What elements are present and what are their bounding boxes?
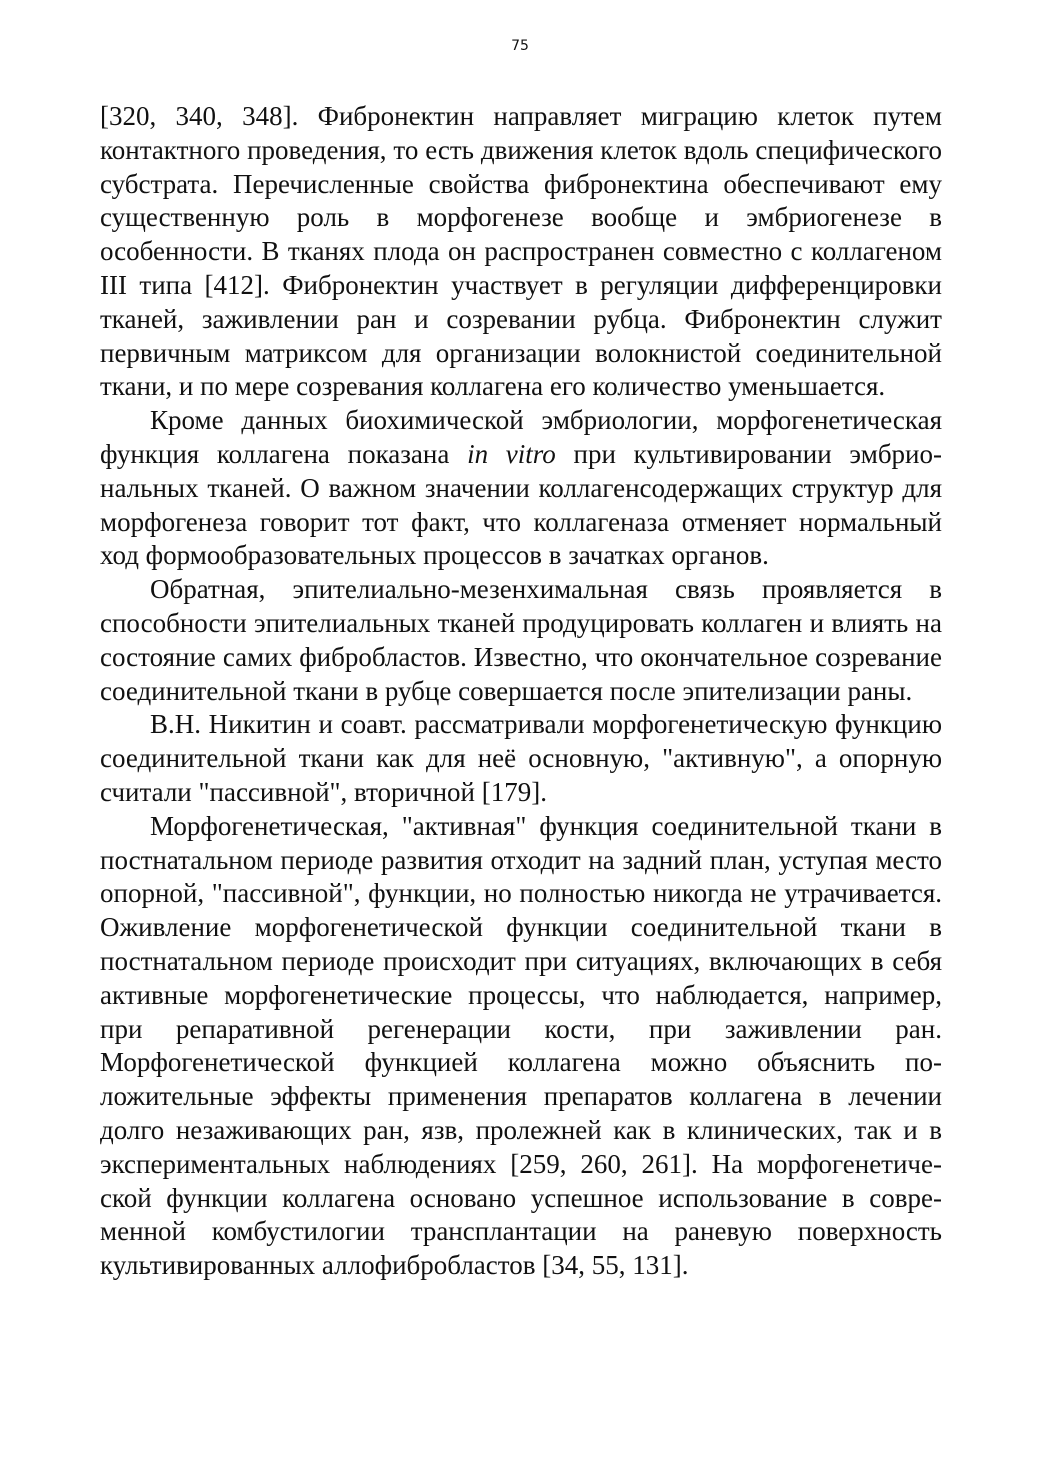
paragraph-3: Обратная, эпителиально-мезенхимальная связь проявляется в способности эпителиальных тканей продуцировать коллаген и влиять на состояние самих фибробластов. Известно, что окончательное созревание соединительной ткани в рубце совершается после эпителизации раны. xyxy=(100,574,942,706)
document-body xyxy=(100,100,942,1283)
paragraph-5: Морфогенетическая, "активная" функция соединительной ткани в постнатальном периоде развития отходит на задний план, уступая место опорной, "пассивной", функции, но полностью никогда не утрачивается. Оживление морфогенетической функции соединительной ткани в постнатальном периоде происходит при ситуациях, включающих в себя активные морфогенетические процессы, что наблюдается, например, при репаративной регенерации кости, при заживлении ран. Морфогенетической функцией коллагена можно объяснить положительные эффекты применения препаратов коллагена в лечении долго незаживающих ран, язв, пролежней как в клинических, так и в экспериментальных наблюдениях [259, 260, 261]. На морфогенетической функции коллагена основано успешное использование в современной комбустилогии трансплантации на раневую поверхность культивированных аллофибробластов [34, 55, 131]. xyxy=(100,810,942,1281)
italic-term: in vitro xyxy=(467,438,556,469)
paragraph-2-part-1: Кроме данных биохимической эмбриологии, морфогенетическая функция коллагена показана xyxy=(100,405,942,469)
paragraph-2-part-2: при культивировании эмбриональных тканей. О важном значении коллагенсодержащих структур для морфогенеза говорит тот факт, что коллагеназа отменяет нормальный ход формообразовательных процессов в зачатках органов. xyxy=(100,438,943,571)
page-number: 75 xyxy=(511,38,529,54)
paragraph-1: [320, 340, 348]. Фибронектин направляет миграцию клеток путем контактного проведения, то есть движения клеток вдоль специфического субстрата. Перечисленные свойства фибронектина обеспечивают ему существенную роль в морфогенезе вообще и эмбриогенезе в особенности. В тканях плода он распространен совместно с коллагеном III типа [412]. Фибронектин участвует в регуляции дифференцировки тканей, заживлении ран и созревании рубца. Фибронектин служит первичным матриксом для организации волокнистой соединительной ткани, и по мере созревания коллагена его количество уменьшается. xyxy=(100,101,942,402)
paragraph-4: В.Н. Никитин и соавт. рассматривали морфогенетическую функцию соединительной ткани как для неё основную, "активную", а опорную считали "пассивной", вторичной [179]. xyxy=(100,709,942,807)
paragraph-2 xyxy=(100,404,942,573)
